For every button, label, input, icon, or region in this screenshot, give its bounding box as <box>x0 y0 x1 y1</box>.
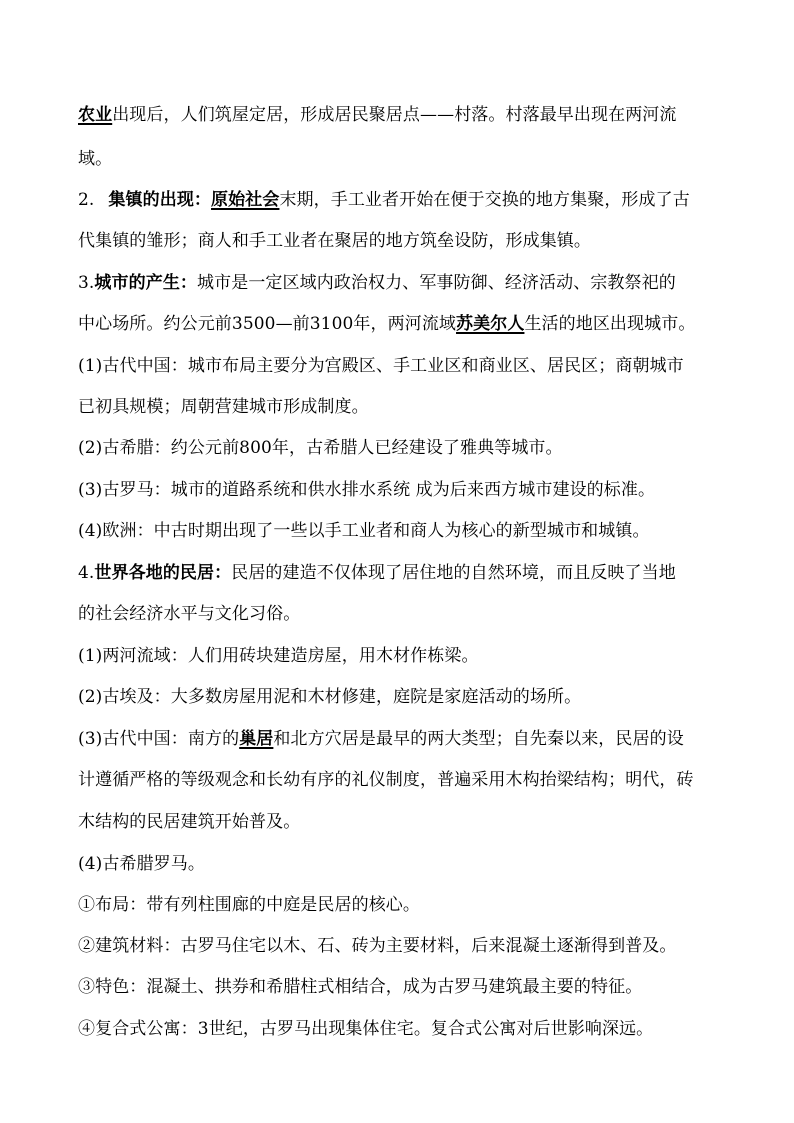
line-text: 域。 <box>78 149 113 169</box>
key-term: 农业 <box>78 105 113 125</box>
section-3-heading-line <box>78 272 728 294</box>
text-line <box>78 686 728 708</box>
text-line <box>78 479 728 501</box>
line-text: (1)古代中国：城市布局主要分为宫殿区、手工业区和商业区、居民区；商朝城市 <box>78 356 684 376</box>
line-text: (2)古埃及：大多数房屋用泥和木材修建，庭院是家庭活动的场所。 <box>78 687 582 707</box>
line-text: ③特色：混凝土、拱券和希腊柱式相结合，成为古罗马建筑最主要的特征。 <box>78 977 643 997</box>
text-line <box>78 811 728 833</box>
section-4-heading-line <box>78 562 728 584</box>
section-title: 世界各地的民居： <box>94 563 232 583</box>
text-line <box>78 976 728 998</box>
line-text: (4)欧洲：中古时期出现了一些以手工业者和商人为核心的新型城市和城镇。 <box>78 521 650 541</box>
section-title: 集镇的出现： <box>108 190 212 210</box>
text-line <box>78 603 728 625</box>
text-line <box>78 148 728 170</box>
line-text: 中心场所。约公元前3500—前3100年，两河流域 <box>78 314 457 334</box>
line-text: 木结构的民居建筑开始普及。 <box>78 812 301 832</box>
text-line <box>78 769 728 791</box>
line-text: (2)古希腊：约公元前800年，古希腊人已经建设了雅典等城市。 <box>78 438 563 458</box>
line-text: ④复合式公寓：3世纪，古罗马出现集体住宅。复合式公寓对后世影响深远。 <box>78 1019 654 1039</box>
line-text: 已初具规模；周朝营建城市形成制度。 <box>78 397 369 417</box>
line-text: 的社会经济水平与文化习俗。 <box>78 604 301 624</box>
section-2-heading-line <box>78 189 728 211</box>
line-text: 和北方穴居是最早的两大类型；自先秦以来，民居的设 <box>273 729 684 749</box>
line-text: (4)古希腊罗马。 <box>78 854 205 874</box>
text-line <box>78 645 728 667</box>
text-line <box>78 1018 728 1040</box>
text-line <box>78 935 728 957</box>
text-line <box>78 437 728 459</box>
key-term: 巢居 <box>239 729 274 749</box>
line-text: 出现后，人们筑屋定居，形成居民聚居点——村落。村落最早出现在两河流 <box>112 105 677 125</box>
line-text: 计遵循严格的等级观念和长幼有序的礼仪制度，普遍采用木构抬梁结构；明代，砖 <box>78 770 694 790</box>
section-number: 3. <box>78 273 95 293</box>
line-text: ②建筑材料：古罗马住宅以木、石、砖为主要材料，后来混凝土逐渐得到普及。 <box>78 936 677 956</box>
line-text: (3)古代中国：南方的 <box>78 729 240 749</box>
text-line <box>78 853 728 875</box>
key-term: 原始社会 <box>211 190 280 210</box>
line-text: 末期，手工业者开始在便于交换的地方集聚，形成了古 <box>279 190 690 210</box>
text-line <box>78 230 728 252</box>
text-line <box>78 894 728 916</box>
section-title: 城市的产生： <box>94 273 198 293</box>
line-text: ①布局：带有列柱围廊的中庭是民居的核心。 <box>78 895 420 915</box>
line-text: (3)古罗马：城市的道路系统和供水排水系统 成为后来西方城市建设的标准。 <box>78 480 656 500</box>
text-line <box>78 104 728 126</box>
text-line <box>78 313 728 335</box>
text-line <box>78 520 728 542</box>
text-line <box>78 396 728 418</box>
key-term: 苏美尔人 <box>456 314 525 334</box>
line-text: 城市是一定区域内政治权力、军事防御、经济活动、宗教祭祀的 <box>197 273 676 293</box>
line-text: 民居的建造不仅体现了居住地的自然环境，而且反映了当地 <box>231 563 676 583</box>
line-text: 生活的地区出现城市。 <box>524 314 696 334</box>
section-number: 4. <box>78 563 95 583</box>
line-text: 代集镇的雏形；商人和手工业者在聚居的地方筑垒设防，形成集镇。 <box>78 231 591 251</box>
line-text: (1)两河流域：人们用砖块建造房屋，用木材作栋梁。 <box>78 646 479 666</box>
text-line <box>78 355 728 377</box>
section-number: 2. <box>78 190 95 210</box>
text-line <box>78 728 728 750</box>
